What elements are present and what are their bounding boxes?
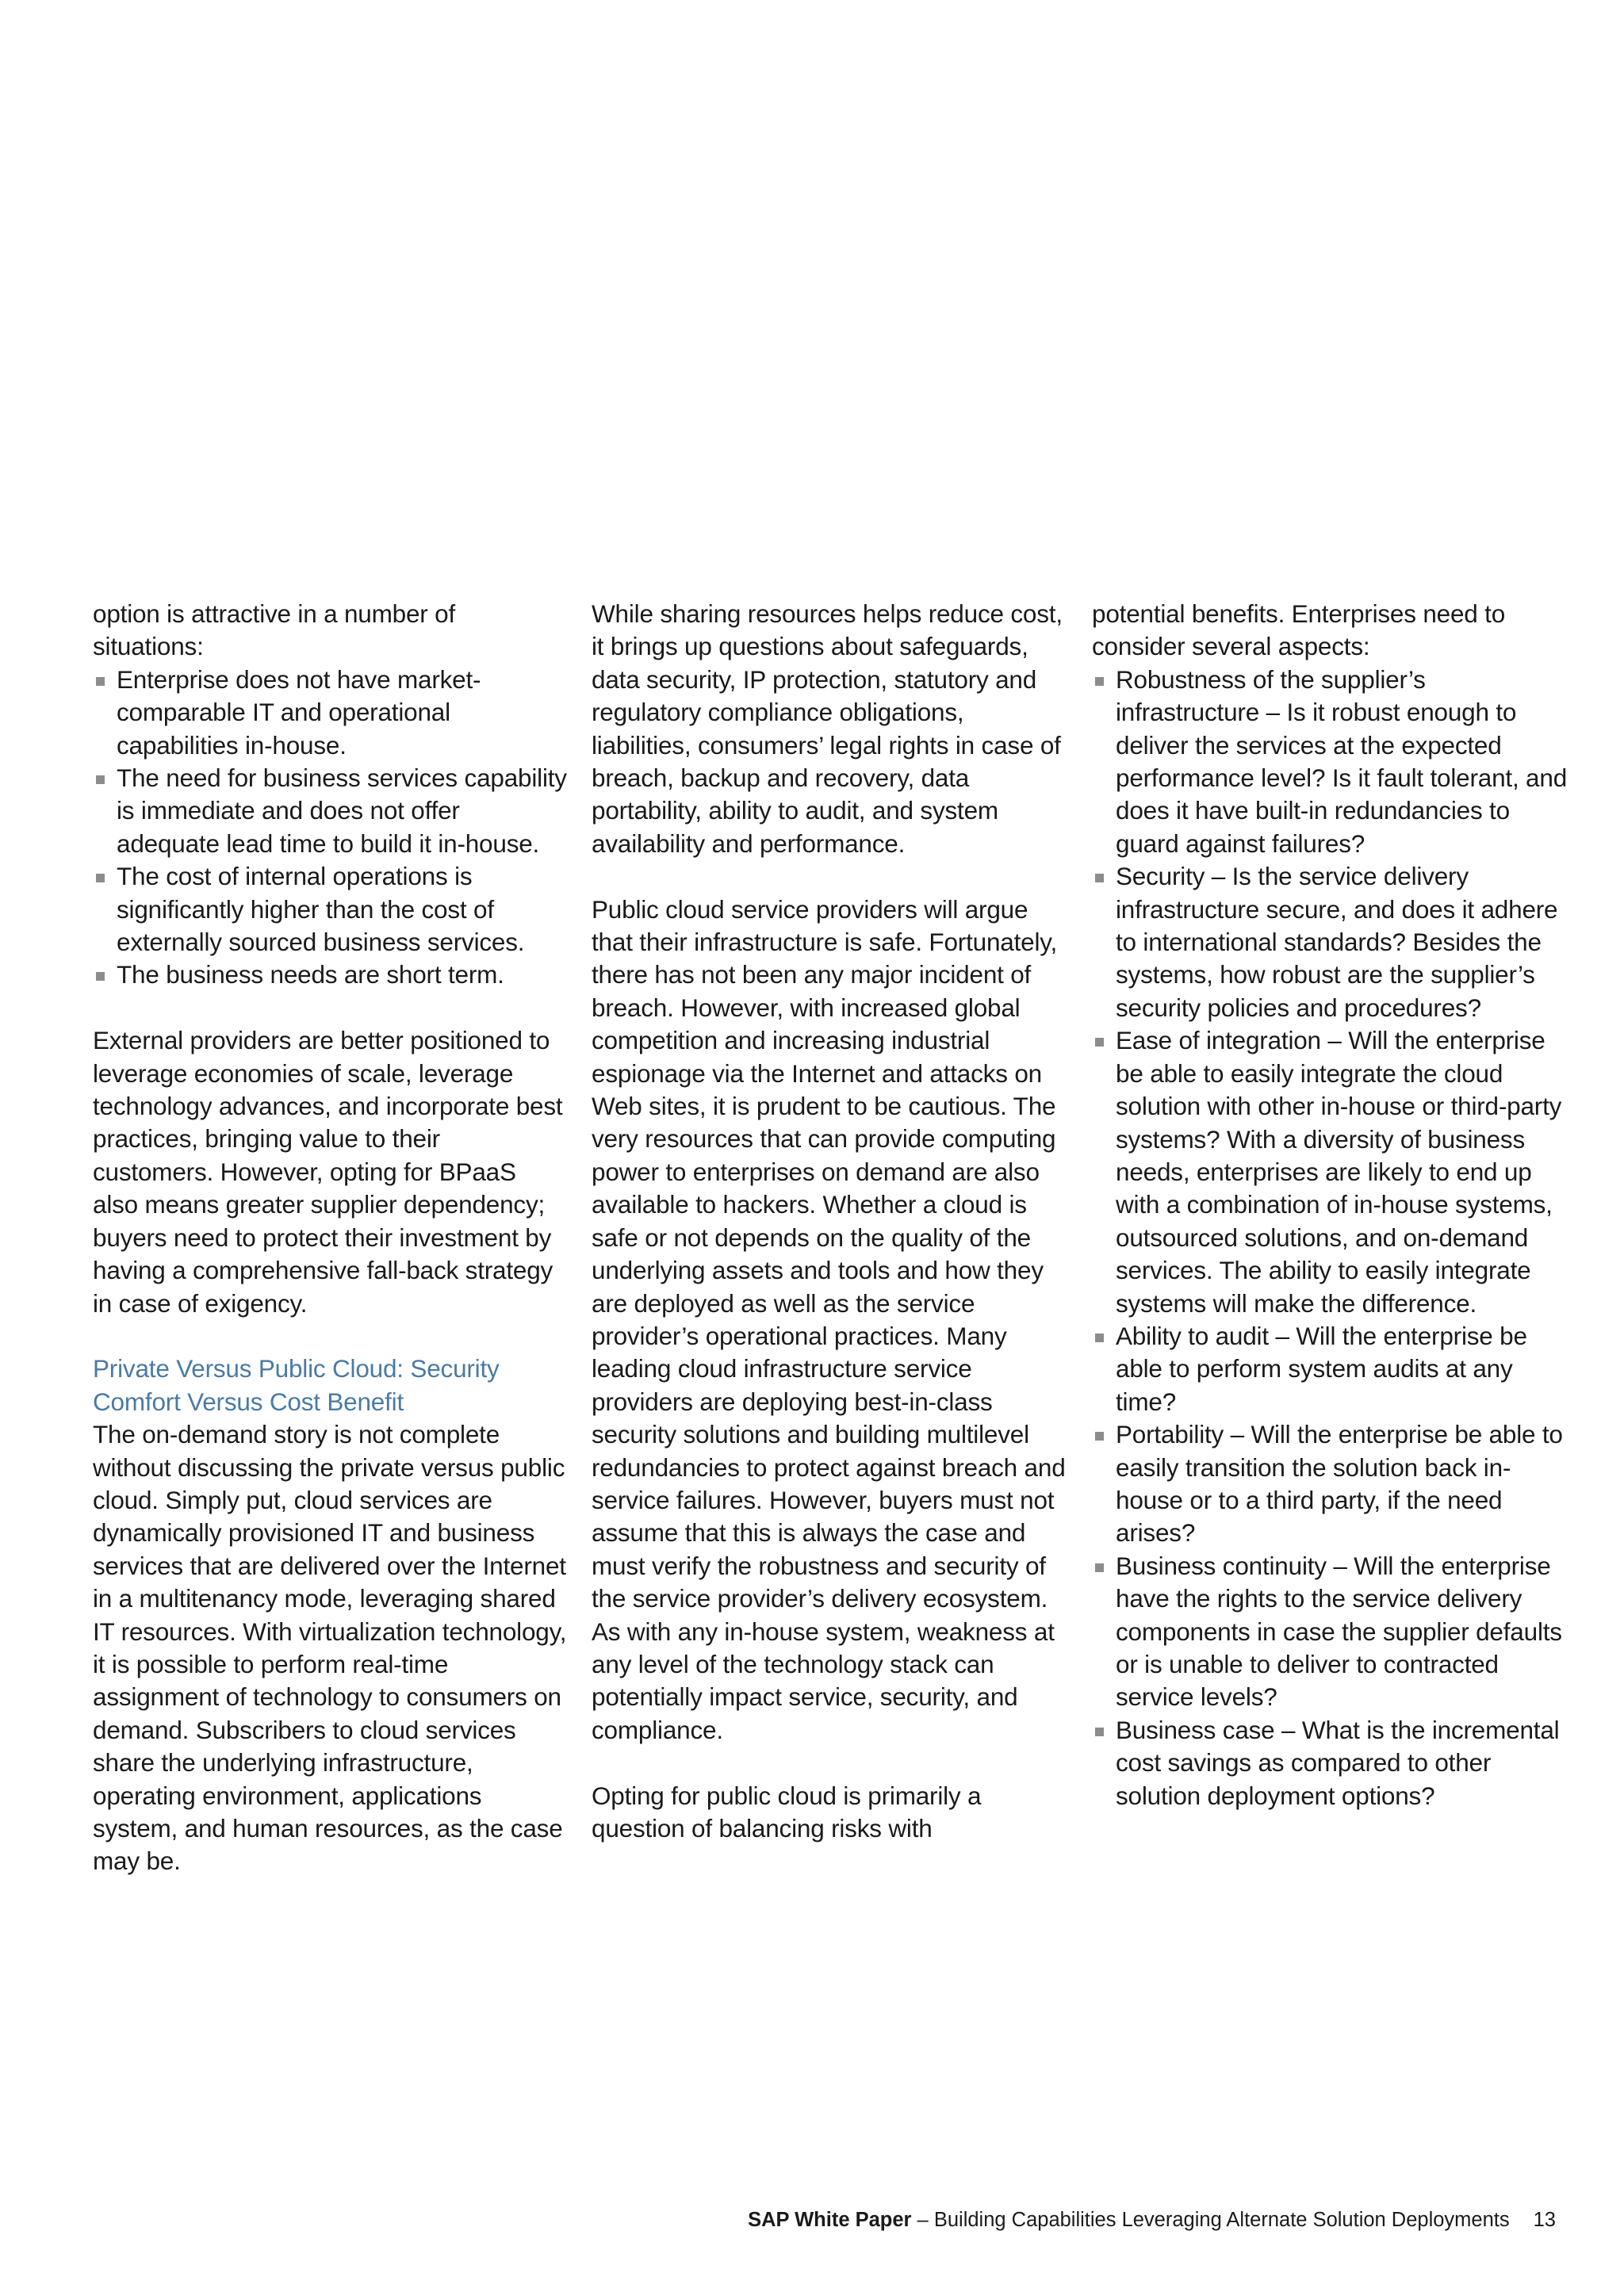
square-bullet-icon [96,775,105,784]
body-paragraph: The on-demand story is not complete without discussing the private versus public cloud. Simply put, cloud services are dynamically provisioned IT and business services that are delivered over the Internet in a multitenancy mode, leveraging shared IT resources. With virtualization technology, it is possible to perform real-time assignment of technology to consumers on demand. Subscribers to cloud services share the underlying infrastructure, operating environment, applications system, and human resources, as the case may be. [93,1420,567,1876]
list-item: Enterprise does not have market-comparable IT and operational capabilities in-house. [93,664,567,762]
square-bullet-icon [1095,1563,1104,1572]
footer-separator: – [911,2209,934,2231]
body-paragraph: While sharing resources helps reduce cost, it brings up questions about safeguards, data security, IP protection, statutory and regulatory compliance obligations, liabilities, consumers’ legal rights in case of breach, backup and recovery, data portability, ability to audit, and system availability and performance. [592,599,1063,858]
text-column-2 [592,598,1066,1845]
square-bullet-icon [1095,1432,1104,1441]
situations-list [93,664,567,992]
text-column-3 [1092,598,1568,1812]
square-bullet-icon [1095,1334,1104,1342]
square-bullet-icon [96,874,105,882]
body-paragraph: Public cloud service providers will argue that their infrastructure is safe. Fortunately, there has not been any major incident of breach. However, with increased global competition and increasing industrial espionage via the Internet and attacks on Web sites, it is prudent to be cautious. The very resources that can provide computing power to enterprises on demand are also available to hackers. Whether a cloud is safe or not depends on the quality of the underlying assets and tools and how they are deployed as well as the service provider’s operational practices. Many leading cloud infrastructure service providers are deploying best-in-class security solutions and building multilevel redundancies to protect against breach and service failures. However, buyers must not assume that this is always the case and must verify the robustness and security of the service provider’s delivery ecosystem. As with any in-house system, weakness at any level of the technology stack can potentially impact service, security, and compliance. [592,894,1066,1744]
list-item: Ease of integration – Will the enterprise be able to easily integrate the cloud solution with other in-house or third-party systems? With a diversity of business needs, enterprises are likely to end up with a combination of in-house systems, outsourced solutions, and on-demand services. The ability to easily integrate systems will make the difference. [1092,1024,1568,1320]
list-item: Business case – What is the incremental cost savings as compared to other solution deployment options? [1092,1714,1568,1812]
list-item: Portability – Will the enterprise be able to easily transition the solution back in-house or to a third party, if the need arises? [1092,1418,1568,1550]
square-bullet-icon [1095,1728,1104,1736]
intro-paragraph: potential benefits. Enterprises need to consider several aspects: [1092,599,1506,661]
page-footer [748,2207,1556,2233]
list-item: The cost of internal operations is significantly higher than the cost of externally sourced business services. [93,860,567,959]
intro-paragraph: option is attractive in a number of situations: [93,599,455,661]
square-bullet-icon [1095,874,1104,882]
square-bullet-icon [96,972,105,981]
aspects-list [1092,664,1568,1812]
body-paragraph: Opting for public cloud is primarily a question of balancing risks with [592,1781,982,1843]
footer-brand: SAP White Paper [748,2209,912,2231]
square-bullet-icon [96,677,105,686]
list-item: Business continuity – Will the enterprise have the rights to the service delivery components in case the supplier defaults or is unable to deliver to contracted service levels? [1092,1550,1568,1714]
square-bullet-icon [1095,677,1104,686]
section-heading: Private Versus Public Cloud: Security Comfort Versus Cost Benefit [93,1354,500,1416]
list-item: Security – Is the service delivery infrastructure secure, and does it adhere to international standards? Besides the systems, how robust are the supplier’s security policies and procedures? [1092,860,1568,1024]
list-item: Ability to audit – Will the enterprise be able to perform system audits at any time? [1092,1320,1568,1418]
text-column-1 [93,598,567,1878]
list-item: The need for business services capability is immediate and does not offer adequate lead time to build it in-house. [93,762,567,860]
body-paragraph: External providers are better positioned to leverage economies of scale, leverage technology advances, and incorporate best practices, bringing value to their customers. However, opting for BPaaS also means greater supplier dependency; buyers need to protect their investment by having a comprehensive fall-back strategy in case of exigency. [93,1026,563,1318]
list-item: Robustness of the supplier’s infrastructure – Is it robust enough to deliver the services at the expected performance level? Is it fault tolerant, and does it have built-in redundancies to guard against failures? [1092,664,1568,860]
square-bullet-icon [1095,1038,1104,1047]
list-item: The business needs are short term. [93,959,567,991]
page-number: 13 [1533,2209,1556,2231]
footer-title: Building Capabilities Leveraging Alternate Solution Deployments [933,2209,1510,2231]
